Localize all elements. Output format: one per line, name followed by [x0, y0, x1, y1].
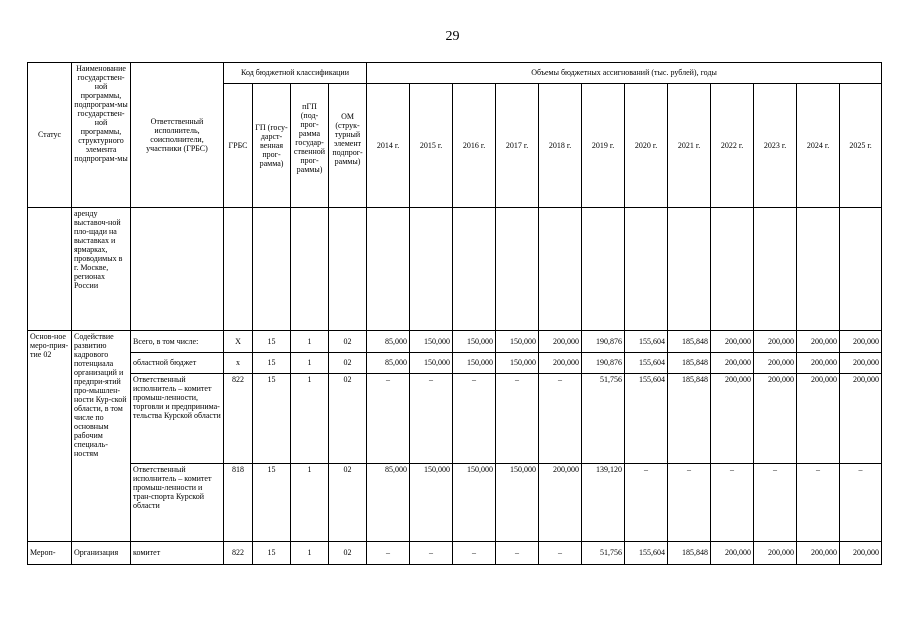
cell-value: 150,000	[453, 353, 496, 374]
cell-value: 85,000	[367, 464, 410, 542]
cell-value: 185,848	[668, 353, 711, 374]
cell-value: 200,000	[840, 542, 882, 565]
cell-value: 150,000	[410, 353, 453, 374]
cell-value: –	[797, 464, 840, 542]
header-year: 2021 г.	[668, 84, 711, 208]
cell-pgp: 1	[291, 353, 329, 374]
cell-grbs: 822	[224, 542, 253, 565]
cell-empty	[253, 208, 291, 331]
table-row	[28, 331, 882, 353]
cell-value: –	[367, 374, 410, 464]
cell-value: –	[496, 542, 539, 565]
cell-value: –	[711, 464, 754, 542]
cell-value: 51,756	[582, 542, 625, 565]
cell-value: 155,604	[625, 353, 668, 374]
cell-value: –	[840, 464, 882, 542]
cell-gp: 15	[253, 331, 291, 353]
cell-value: 200,000	[711, 353, 754, 374]
cell-empty	[754, 208, 797, 331]
cell-pgp: 1	[291, 374, 329, 464]
header-year: 2015 г.	[410, 84, 453, 208]
cell-value: –	[539, 542, 582, 565]
cell-value: 190,876	[582, 331, 625, 353]
cell-executor: Всего, в том числе:	[131, 331, 224, 353]
cell-empty	[539, 208, 582, 331]
cell-empty	[291, 208, 329, 331]
cell-value: 150,000	[410, 331, 453, 353]
cell-grbs: х	[224, 353, 253, 374]
header-year: 2020 г.	[625, 84, 668, 208]
cell-value: 85,000	[367, 353, 410, 374]
cell-value: –	[668, 464, 711, 542]
cell-value: 200,000	[840, 374, 882, 464]
cell-value: 150,000	[410, 464, 453, 542]
cell-value: –	[453, 374, 496, 464]
cell-empty	[410, 208, 453, 331]
table-row	[28, 464, 882, 542]
cell-value: 190,876	[582, 353, 625, 374]
cell-value: 200,000	[711, 542, 754, 565]
cell-value: 200,000	[797, 353, 840, 374]
header-year: 2016 г.	[453, 84, 496, 208]
cell-value: –	[367, 542, 410, 565]
header-executor: Ответственный исполнитель, соисполнители, участники (ГРБС)	[131, 63, 224, 208]
cell-value: 200,000	[754, 353, 797, 374]
cell-empty	[668, 208, 711, 331]
cell-value: 200,000	[539, 464, 582, 542]
cell-value: 155,604	[625, 374, 668, 464]
cell-pgp: 1	[291, 331, 329, 353]
header-year: 2022 г.	[711, 84, 754, 208]
cell-value: 85,000	[367, 331, 410, 353]
table-row	[28, 542, 882, 565]
cell-measure-name: Содействие развитию кадрового потенциала организаций и предпри-ятий про-мышлен-ности Кур-ской области, в том числе по основным рабочим специаль-ностям	[72, 331, 131, 542]
cell-grbs: X	[224, 331, 253, 353]
cell-value: 200,000	[711, 331, 754, 353]
cell-value: –	[410, 542, 453, 565]
cell-value: –	[625, 464, 668, 542]
cell-measure-name: Организация	[72, 542, 131, 565]
cell-om: 02	[329, 464, 367, 542]
page-number: 29	[445, 29, 460, 44]
cell-value: 200,000	[754, 542, 797, 565]
header-year: 2017 г.	[496, 84, 539, 208]
cell-empty	[840, 208, 882, 331]
cell-value: 200,000	[840, 331, 882, 353]
cell-value: 150,000	[453, 464, 496, 542]
cell-empty	[131, 208, 224, 331]
budget-allocation-table	[27, 62, 882, 565]
cell-value: 200,000	[539, 353, 582, 374]
header-volumes-group: Объемы бюджетных ассигнований (тыс. рублей), годы	[367, 63, 882, 84]
header-om: ОМ (струк-турный элемент подпрог-раммы)	[329, 84, 367, 208]
cell-value: 155,604	[625, 542, 668, 565]
cell-value: –	[539, 374, 582, 464]
cell-value: 200,000	[711, 374, 754, 464]
table-row	[28, 353, 882, 374]
cell-status: Мероп-	[28, 542, 72, 565]
cell-empty	[329, 208, 367, 331]
cell-executor: Ответственный исполнитель – комитет промыш-ленности, торговли и предпринима-тельства Курской области	[131, 374, 224, 464]
header-status: Статус	[28, 63, 72, 208]
cell-status: Основ-ное меро-прия-тие 02	[28, 331, 72, 542]
header-row-groups	[28, 63, 882, 84]
cell-value: 150,000	[496, 464, 539, 542]
cell-executor: Ответственный исполнитель – комитет промыш-ленности и тран-спорта Курской области	[131, 464, 224, 542]
cell-value: –	[754, 464, 797, 542]
header-name: Наименование государствен-ной программы, подпрограм-мы государствен-ной программы, структурного элемента подпрограм-мы	[72, 63, 131, 208]
cell-empty	[367, 208, 410, 331]
cell-executor: областной бюджет	[131, 353, 224, 374]
cell-gp: 15	[253, 464, 291, 542]
header-year: 2025 г.	[840, 84, 882, 208]
cell-value: 200,000	[797, 331, 840, 353]
cell-value: 200,000	[754, 374, 797, 464]
continuation-row	[28, 208, 882, 331]
cell-empty	[625, 208, 668, 331]
header-grbs: ГРБС	[224, 84, 253, 208]
cell-empty	[453, 208, 496, 331]
cell-value: 200,000	[797, 374, 840, 464]
cell-value: 200,000	[840, 353, 882, 374]
cell-value: –	[453, 542, 496, 565]
header-gp: ГП (госу-дарст-венная прог-рамма)	[253, 84, 291, 208]
cell-empty	[28, 208, 72, 331]
cell-gp: 15	[253, 542, 291, 565]
cell-value: 200,000	[797, 542, 840, 565]
header-year: 2019 г.	[582, 84, 625, 208]
cell-om: 02	[329, 542, 367, 565]
cell-value: –	[410, 374, 453, 464]
header-year: 2023 г.	[754, 84, 797, 208]
cell-pgp: 1	[291, 464, 329, 542]
cell-grbs: 822	[224, 374, 253, 464]
cell-empty	[582, 208, 625, 331]
cell-pgp: 1	[291, 542, 329, 565]
cell-value: 185,848	[668, 331, 711, 353]
cell-value: 150,000	[453, 331, 496, 353]
cell-om: 02	[329, 374, 367, 464]
cell-value: 185,848	[668, 374, 711, 464]
cell-value: 150,000	[496, 353, 539, 374]
cell-value: 155,604	[625, 331, 668, 353]
cell-grbs: 818	[224, 464, 253, 542]
cell-value: 200,000	[754, 331, 797, 353]
cell-gp: 15	[253, 353, 291, 374]
cell-value: 200,000	[539, 331, 582, 353]
cell-empty	[797, 208, 840, 331]
cell-value: 150,000	[496, 331, 539, 353]
cell-value: 185,848	[668, 542, 711, 565]
cell-value: –	[496, 374, 539, 464]
cell-empty	[711, 208, 754, 331]
cell-om: 02	[329, 331, 367, 353]
header-pgp: пГП (под-прог-рамма государ-ственной прог-раммы)	[291, 84, 329, 208]
cell-executor: комитет	[131, 542, 224, 565]
header-kbk-group: Код бюджетной классификации	[224, 63, 367, 84]
header-year: 2018 г.	[539, 84, 582, 208]
cell-value: 51,756	[582, 374, 625, 464]
cell-value: 139,120	[582, 464, 625, 542]
cell-gp: 15	[253, 374, 291, 464]
header-year: 2024 г.	[797, 84, 840, 208]
cell-empty	[496, 208, 539, 331]
table-row	[28, 374, 882, 464]
cell-om: 02	[329, 353, 367, 374]
cell-name-continuation: аренду выставоч-ной пло-щади на выставках и ярмарках, проводимых в г. Москве, регионах России	[72, 208, 131, 331]
header-year: 2014 г.	[367, 84, 410, 208]
cell-empty	[224, 208, 253, 331]
